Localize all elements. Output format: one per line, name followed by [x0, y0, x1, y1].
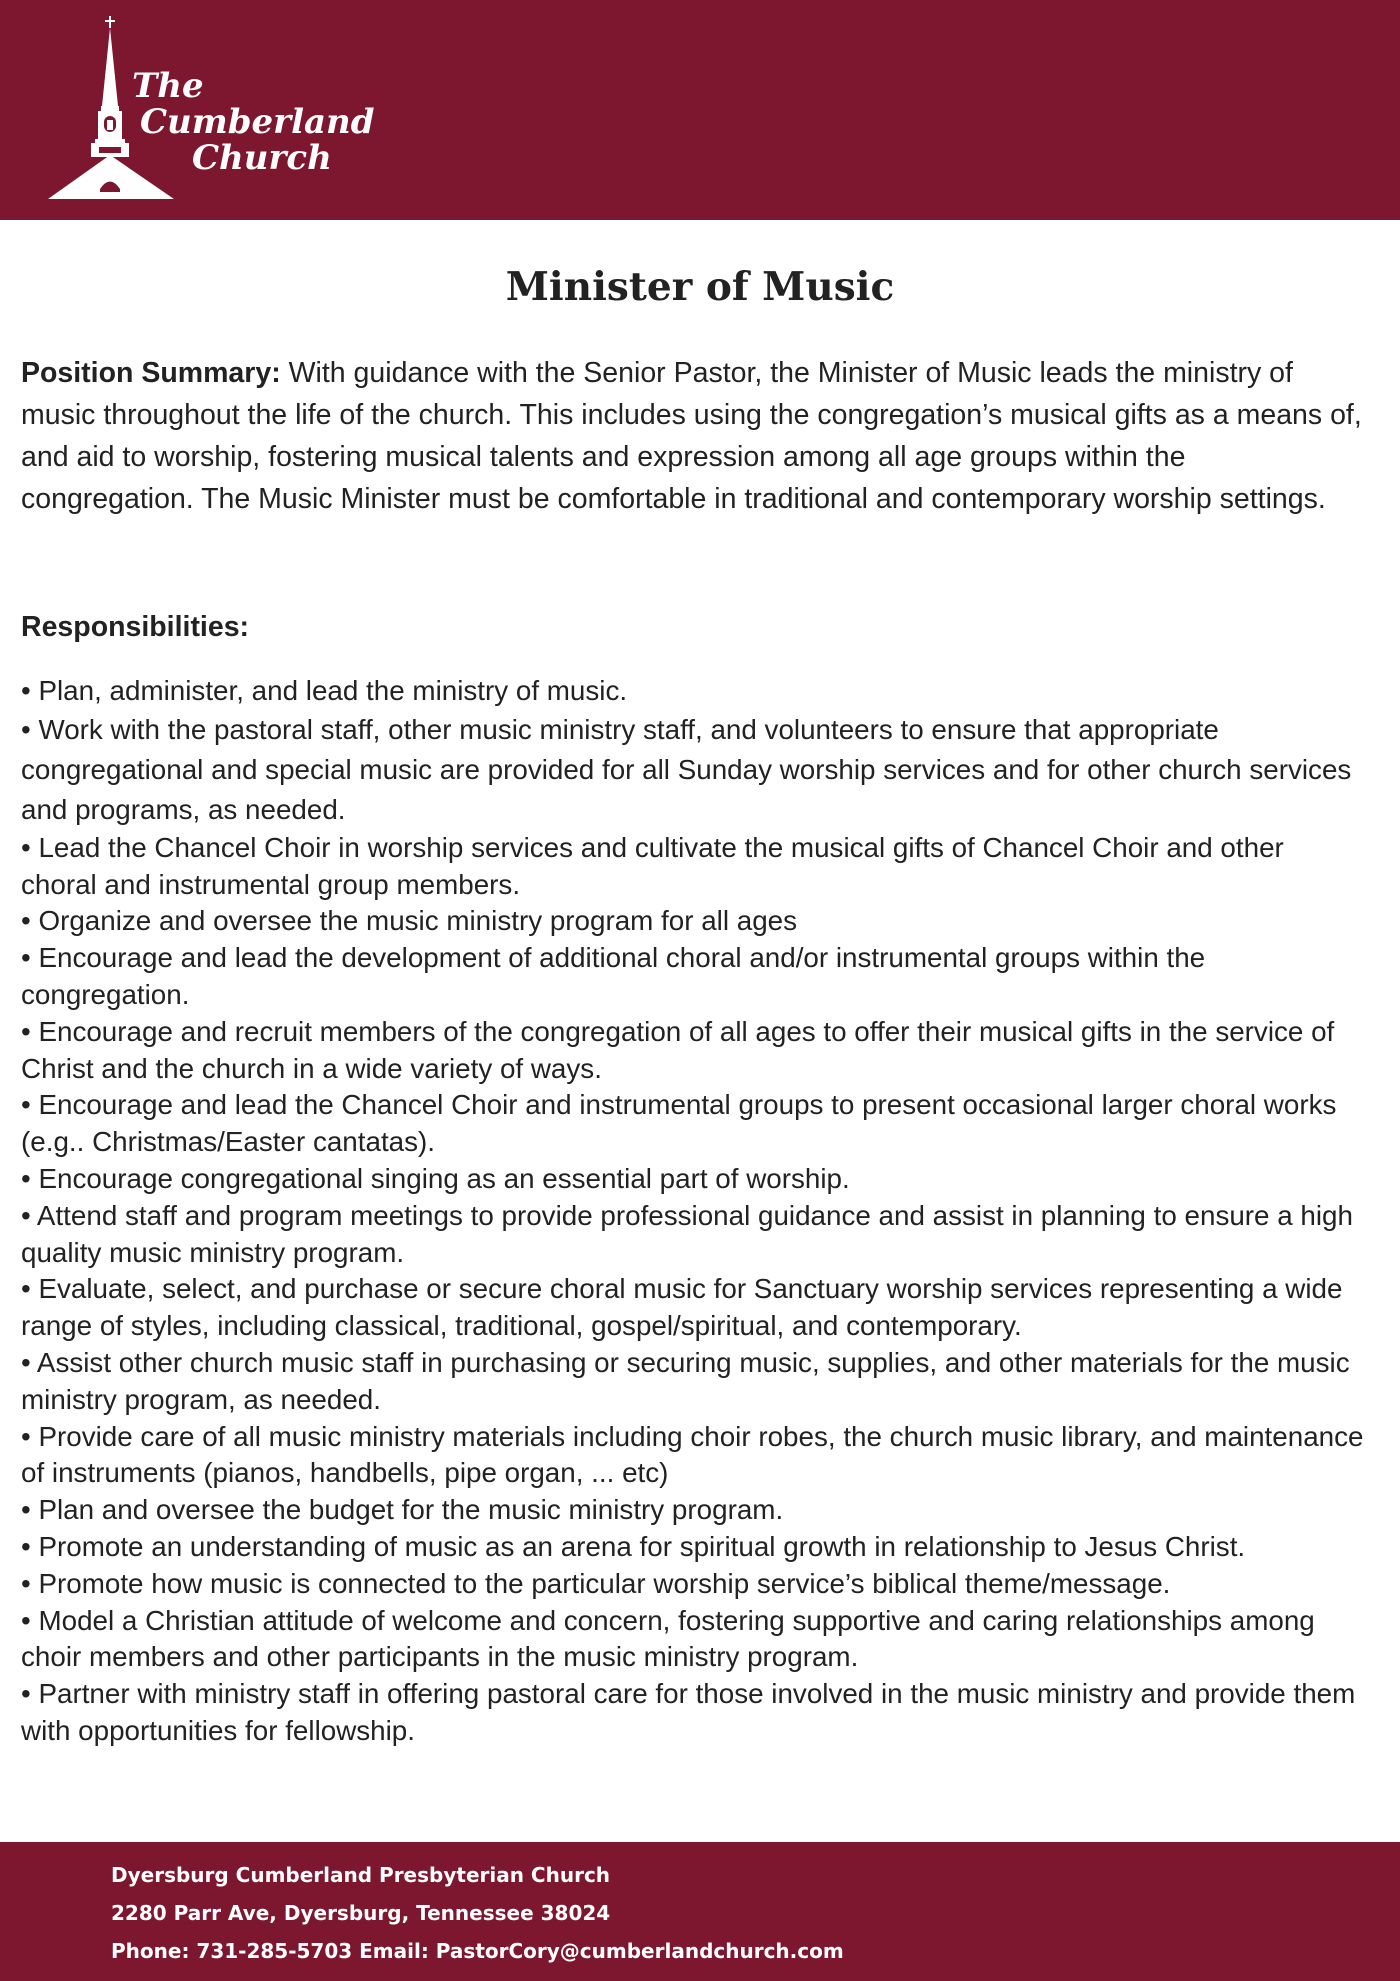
footer-contact: Phone: 731-285-5703 Email: PastorCory@cumberlandchurch.com: [111, 1939, 844, 1963]
list-item: • Attend staff and program meetings to provide professional guidance and assist in planning to ensure a high quality music ministry program.: [21, 1199, 1353, 1268]
page-title: Minister of Music: [505, 264, 895, 310]
list-item: • Evaluate, select, and purchase or secure choral music for Sanctuary worship services representing a wide range of styles, including classical, traditional, gospel/spiritual, and contemporary.: [21, 1273, 1343, 1342]
position-summary-text: With guidance with the Senior Pastor, the Minister of Music leads the ministry of music throughout the life of the church. This includes using the congregation’s musical gifts as a means of, and aid to worship, fostering musical talents and expression among all age groups within the congregation. The Music Minister must be comfortable in traditional and contemporary worship settings.: [21, 357, 1362, 515]
list-item: • Promote an understanding of music as an arena for spiritual growth in relationship to Jesus Christ.: [21, 1530, 1246, 1562]
list-item: • Encourage and lead the Chancel Choir and instrumental groups to present occasional larger choral works (e.g.. Christmas/Easter cantatas).: [21, 1089, 1337, 1158]
church-logo: [40, 14, 375, 204]
list-item: • Provide care of all music ministry materials including choir robes, the church music library, and maintenance of instruments (pianos, handbells, pipe organ, ... etc): [21, 1420, 1364, 1489]
list-item: • Partner with ministry staff in offering pastoral care for those involved in the music ministry and provide them with opportunities for fellowship.: [21, 1678, 1356, 1746]
position-summary-label: Position Summary:: [21, 357, 281, 389]
list-item: • Promote how music is connected to the particular worship service’s biblical theme/message.: [21, 1567, 1171, 1599]
responsibilities-list: [21, 673, 1366, 1750]
page-header: [0, 0, 1400, 220]
logo-text-line3: Church: [192, 138, 332, 178]
list-item: • Work with the pastoral staff, other music ministry staff, and volunteers to ensure that appropriate congregational and special music are provided for all Sunday worship services and for other church services and programs, as needed.: [21, 713, 1352, 825]
list-item: • Plan, administer, and lead the ministry of music.: [21, 675, 628, 706]
list-item: • Model a Christian attitude of welcome and concern, fostering supportive and caring relationships among choir members and other participants in the music ministry program.: [21, 1604, 1315, 1673]
list-item: • Encourage and recruit members of the congregation of all ages to offer their musical gifts in the service of Christ and the church in a wide variety of ways.: [21, 1015, 1335, 1084]
responsibilities-heading: Responsibilities:: [21, 611, 250, 643]
page-footer: [0, 1842, 1400, 1981]
list-item: • Lead the Chancel Choir in worship services and cultivate the musical gifts of Chancel Choir and other choral and instrumental group members.: [21, 831, 1284, 900]
logo-text-line2: Cumberland: [140, 102, 375, 142]
list-item: • Assist other church music staff in purchasing or securing music, supplies, and other materials for the music ministry program, as needed.: [21, 1346, 1350, 1415]
list-item: • Encourage and lead the development of additional choral and/or instrumental groups within the congregation.: [21, 942, 1206, 1010]
footer-church-name: Dyersburg Cumberland Presbyterian Church: [111, 1863, 611, 1887]
list-item: • Plan and oversee the budget for the music ministry program.: [21, 1494, 784, 1526]
list-item: • Encourage congregational singing as an essential part of worship.: [21, 1162, 850, 1194]
footer-address: 2280 Parr Ave, Dyersburg, Tennessee 38024: [111, 1901, 611, 1925]
list-item: • Organize and oversee the music ministry program for all ages: [21, 905, 798, 937]
logo-text-line1: The: [132, 66, 204, 106]
position-summary: [21, 352, 1366, 520]
